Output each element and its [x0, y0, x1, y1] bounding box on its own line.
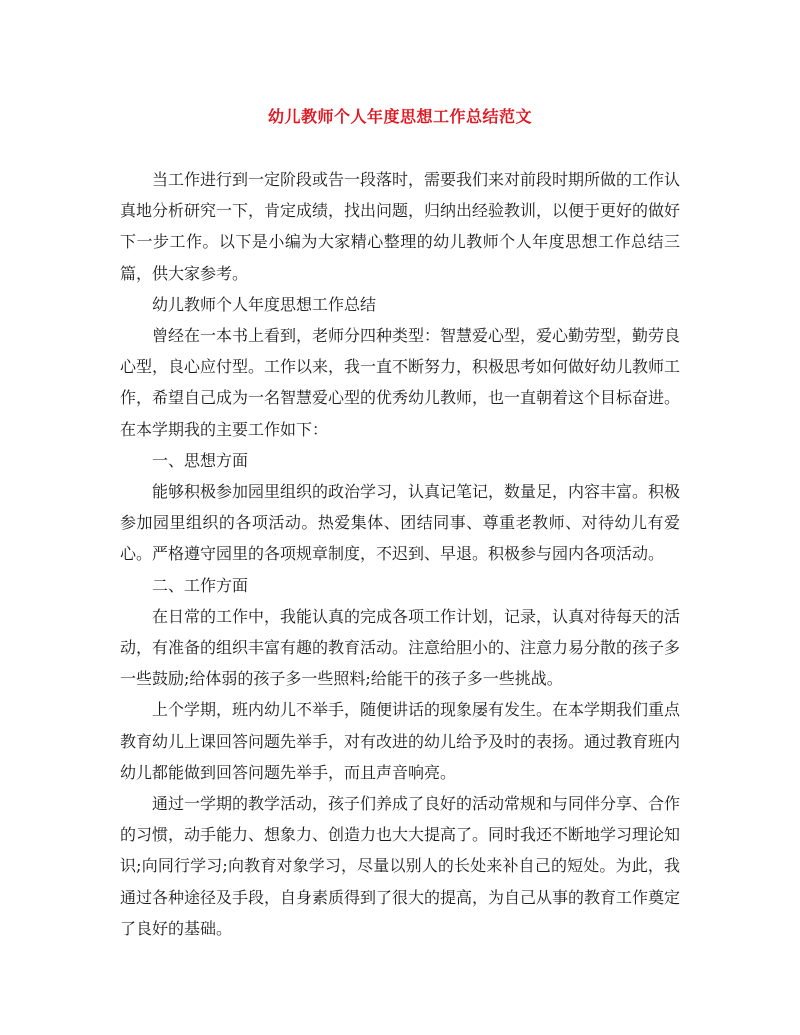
- section-heading-work: 二、工作方面: [152, 575, 249, 595]
- body-paragraph-semester-results: 通过一学期的教学活动，孩子们养成了良好的活动常规和与同伴分享、合作的习惯，动手能力、想象力、创造力也大大提高了。同时我还不断地学习理论知识;向同行学习;向教育对象学习，尽量以别人的长处来补自己的短处。为此，我通过各种途径及手段，自身素质得到了很大的提高，为自己从事的教育工作奠定了良好的基础。: [120, 794, 681, 938]
- section-heading-thought: 一、思想方面: [152, 450, 249, 470]
- body-paragraph-hand-raising: 上个学期，班内幼儿不举手，随便讲话的现象屡有发生。在本学期我们重点教育幼儿上课回答问题先举手，对有改进的幼儿给予及时的表扬。通过教育班内幼儿都能做到回答问题先举手，而且声音响亮。: [120, 700, 681, 782]
- body-paragraph-teacher-types: 曾经在一本书上看到，老师分四种类型：智慧爱心型，爱心勤劳型，勤劳良心型，良心应付型。工作以来，我一直不断努力，积极思考如何做好幼儿教师工作，希望自己成为一名智慧爱心型的优秀幼儿教师，也一直朝着这个目标奋进。在本学期我的主要工作如下：: [120, 326, 681, 439]
- intro-paragraph: 当工作进行到一定阶段或告一段落时，需要我们来对前段时期所做的工作认真地分析研究一下，肯定成绩，找出问题，归纳出经验教训，以便于更好的做好下一步工作。以下是小编为大家精心整理的幼儿教师个人年度思想工作总结三篇，供大家参考。: [120, 170, 681, 283]
- section-heading-summary: 幼儿教师个人年度思想工作总结: [152, 294, 377, 314]
- document-title: 幼儿教师个人年度思想工作总结范文: [267, 107, 532, 126]
- body-paragraph-thought: 能够积极参加园里组织的政治学习，认真记笔记，数量足，内容丰富。积极参加园里组织的各项活动。热爱集体、团结同事、尊重老教师、对待幼儿有爱心。严格遵守园里的各项规章制度，不迟到、早退。积极参与园内各项活动。: [120, 482, 681, 564]
- document-body: [120, 164, 680, 944]
- body-paragraph-daily-work: 在日常的工作中，我能认真的完成各项工作计划，记录，认真对待每天的活动，有准备的组织丰富有趣的教育活动。注意给胆小的、注意力易分散的孩子多一些鼓励;给体弱的孩子多一些照料;给能干的孩子多一些挑战。: [120, 606, 681, 689]
